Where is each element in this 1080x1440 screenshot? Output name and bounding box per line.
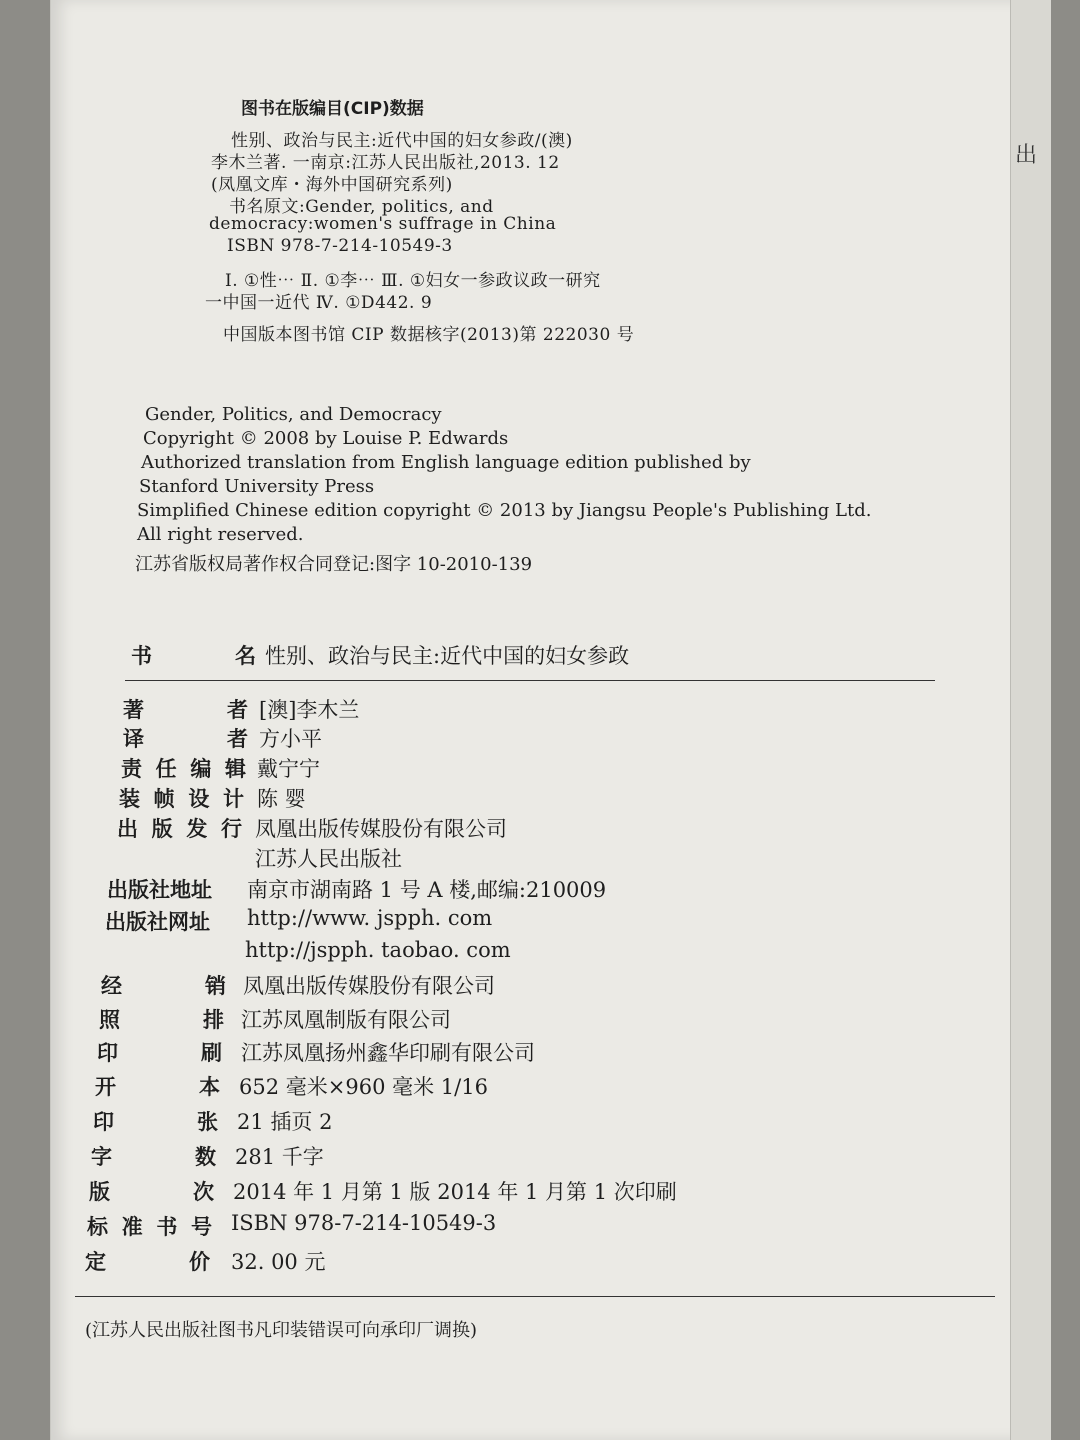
copyright-line: Copyright © 2008 by Louise P. Edwards [143,428,509,449]
detail-row [51,694,1051,726]
detail-row [51,783,1051,815]
detail-row [51,1176,1051,1208]
detail-row [51,1004,1051,1036]
detail-label: 出版社地址 [107,878,212,902]
detail-label: 出版社网址 [105,910,210,934]
detail-value: 江苏凤凰扬州鑫华印刷有限公司 [241,1041,535,1065]
cip-line: 书名原文:Gender, politics, and [229,197,494,217]
detail-row [51,753,1051,785]
detail-row [51,1071,1051,1103]
copyright-line: All right reserved. [137,524,304,545]
detail-value: 江苏凤凰制版有限公司 [241,1008,451,1032]
detail-label: 译 者 [123,727,248,751]
detail-label: 照 排 [99,1008,224,1032]
detail-value: 21 插页 2 [237,1110,333,1134]
detail-row [51,1106,1051,1138]
detail-row [51,640,1051,672]
detail-value: 凤凰出版传媒股份有限公司 [255,817,507,841]
divider [125,680,935,681]
detail-row [51,874,1051,906]
detail-row [51,843,1051,875]
detail-value: [澳]李木兰 [259,698,360,722]
cip-line: 李木兰著. 一南京:江苏人民出版社,2013. 12 [211,153,560,173]
detail-row [51,938,1051,970]
copyright-line: Simplified Chinese edition copyright © 2013 by Jiangsu People's Publishing Ltd. [137,500,872,521]
detail-value: ISBN 978-7-214-10549-3 [231,1211,497,1235]
detail-label: 责 任 编 辑 [121,757,246,781]
detail-row [51,1037,1051,1069]
detail-value: 性别、政治与民主:近代中国的妇女参政 [265,644,630,668]
detail-label: 著 者 [123,698,248,722]
detail-value: 方小平 [259,727,322,751]
detail-value: 2014 年 1 月第 1 版 2014 年 1 月第 1 次印刷 [233,1180,677,1204]
copyright-line: 江苏省版权局著作权合同登记:图字 10-2010-139 [135,554,533,575]
cip-line: ISBN 978-7-214-10549-3 [227,236,453,256]
detail-label: 版 次 [89,1180,214,1204]
copyright-line: Authorized translation from English language edition published by [141,452,751,473]
cip-heading: 图书在版编目(CIP)数据 [241,99,424,119]
detail-row [51,813,1051,845]
detail-label: 开 本 [95,1075,220,1099]
cip-line: 一中国一近代 Ⅳ. ①D442. 9 [205,293,433,313]
cip-line: Ⅰ. ①性⋯ Ⅱ. ①李⋯ Ⅲ. ①妇女一参政议政一研究 [225,271,601,291]
detail-label: 印 刷 [97,1041,222,1065]
detail-label: 书 名 [131,644,256,668]
cip-line: 性别、政治与民主:近代中国的妇女参政/(澳) [231,131,573,151]
detail-row [51,723,1051,755]
copyright-line: Gender, Politics, and Democracy [145,404,442,425]
detail-value: 32. 00 元 [231,1250,326,1274]
book-page [50,0,1051,1440]
detail-row [51,1246,1051,1278]
copyright-line: Stanford University Press [139,476,375,497]
detail-value: 江苏人民出版社 [255,847,402,871]
detail-value: 陈 婴 [257,787,306,811]
cip-line: 中国版本图书馆 CIP 数据核字(2013)第 222030 号 [223,325,635,345]
detail-row [51,970,1051,1002]
footer-note: (江苏人民出版社图书凡印装错误可向承印厂调换) [85,1320,478,1341]
detail-row [51,1141,1051,1173]
detail-value: 凤凰出版传媒股份有限公司 [243,974,495,998]
detail-value: 281 千字 [235,1145,324,1169]
detail-label: 经 销 [101,974,226,998]
divider [75,1296,995,1297]
detail-label: 印 张 [93,1110,218,1134]
detail-label: 标 准 书 号 [87,1215,212,1239]
detail-value: 652 毫米×960 毫米 1/16 [239,1075,488,1099]
detail-value: http://www. jspph. com [247,906,493,930]
cip-line: (凤凰文库・海外中国研究系列) [211,175,453,195]
detail-row [51,906,1051,938]
adjacent-page-glyph: 出 [1015,143,1038,168]
detail-value: 戴宁宁 [257,757,320,781]
cip-line: democracy:women's suffrage in China [209,214,557,234]
detail-label: 出 版 发 行 [117,817,242,841]
detail-value: http://jspph. taobao. com [245,938,511,962]
detail-value: 南京市湖南路 1 号 A 楼,邮编:210009 [247,878,607,902]
detail-label: 定 价 [85,1250,210,1274]
detail-label: 字 数 [91,1145,216,1169]
detail-row [51,1211,1051,1243]
detail-label: 装 帧 设 计 [119,787,244,811]
